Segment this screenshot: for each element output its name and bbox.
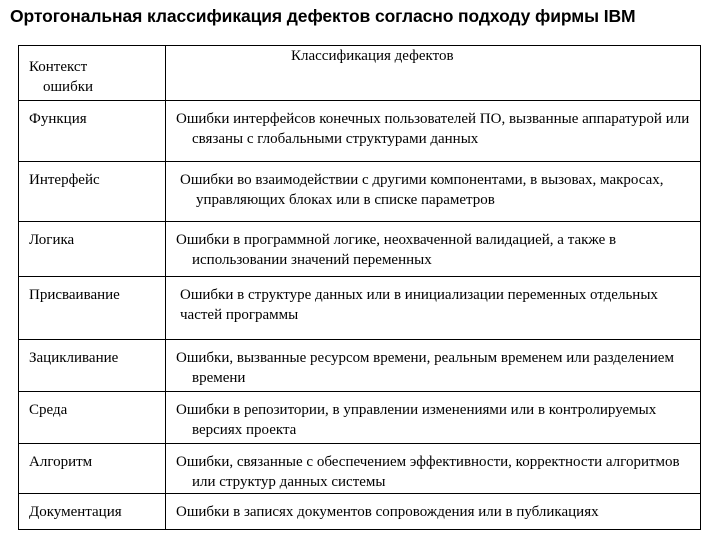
- description-cell: [166, 101, 701, 162]
- context-label: Логика: [29, 232, 75, 248]
- context-label: Интерфейс: [29, 172, 100, 188]
- slide-title: Ортогональная классификация дефектов согласно подходу фирмы IBM: [10, 6, 636, 26]
- context-cell: [19, 340, 166, 392]
- context-label: Алгоритм: [29, 454, 93, 470]
- description-cell: [166, 392, 701, 444]
- table-row: [19, 162, 701, 222]
- context-cell: [19, 162, 166, 222]
- context-label: Документация: [29, 504, 122, 520]
- header-context-line1: Контекст: [29, 59, 88, 75]
- table-row: [19, 222, 701, 277]
- description-cell: [166, 162, 701, 222]
- context-label: Функция: [29, 111, 87, 127]
- table-row: [19, 277, 701, 340]
- table-row: [19, 392, 701, 444]
- description-text: Ошибки, вызванные ресурсом времени, реальным временем или разделением времени: [176, 350, 674, 386]
- description-text: Ошибки во взаимодействии с другими компонентами, в вызовах, макросах, управляющих блоках или в списке параметров: [180, 172, 664, 208]
- context-label: Присваивание: [29, 287, 120, 303]
- description-text: Ошибки интерфейсов конечных пользователей ПО, вызванные аппаратурой или связаны с глобальными структурами данных: [176, 111, 690, 147]
- context-cell: [19, 444, 166, 494]
- description-cell: [166, 222, 701, 277]
- description-text: Ошибки в записях документов сопровождения или в публикациях: [176, 504, 599, 520]
- description-text: Ошибки в структуре данных или в инициализации переменных отдельных частей программы: [180, 287, 658, 323]
- context-cell: [19, 392, 166, 444]
- description-text: Ошибки, связанные с обеспечением эффективности, корректности алгоритмов или структур данных системы: [176, 454, 680, 490]
- table-row: [19, 444, 701, 494]
- description-text: Ошибки в репозитории, в управлении изменениями или в контролируемых версиях проекта: [176, 402, 657, 438]
- description-text: Ошибки в программной логике, неохваченной валидацией, а также в использовании значений переменных: [176, 232, 617, 268]
- context-cell: [19, 222, 166, 277]
- description-cell: [166, 340, 701, 392]
- table-row: [19, 494, 701, 530]
- context-label: Зацикливание: [29, 350, 119, 366]
- table-header-row: [19, 46, 701, 101]
- table-row: [19, 340, 701, 392]
- description-cell: [166, 277, 701, 340]
- header-context-line2: ошибки: [43, 79, 94, 95]
- description-cell: [166, 444, 701, 494]
- context-cell: [19, 101, 166, 162]
- context-cell: [19, 494, 166, 530]
- context-label: Среда: [29, 402, 68, 418]
- header-classification-cell: [166, 46, 701, 101]
- header-context-cell: [19, 46, 166, 101]
- description-cell: [166, 494, 701, 530]
- table-row: [19, 101, 701, 162]
- header-classification-label: Классификация дефектов: [291, 48, 454, 64]
- defect-classification-table: [18, 45, 701, 530]
- context-cell: [19, 277, 166, 340]
